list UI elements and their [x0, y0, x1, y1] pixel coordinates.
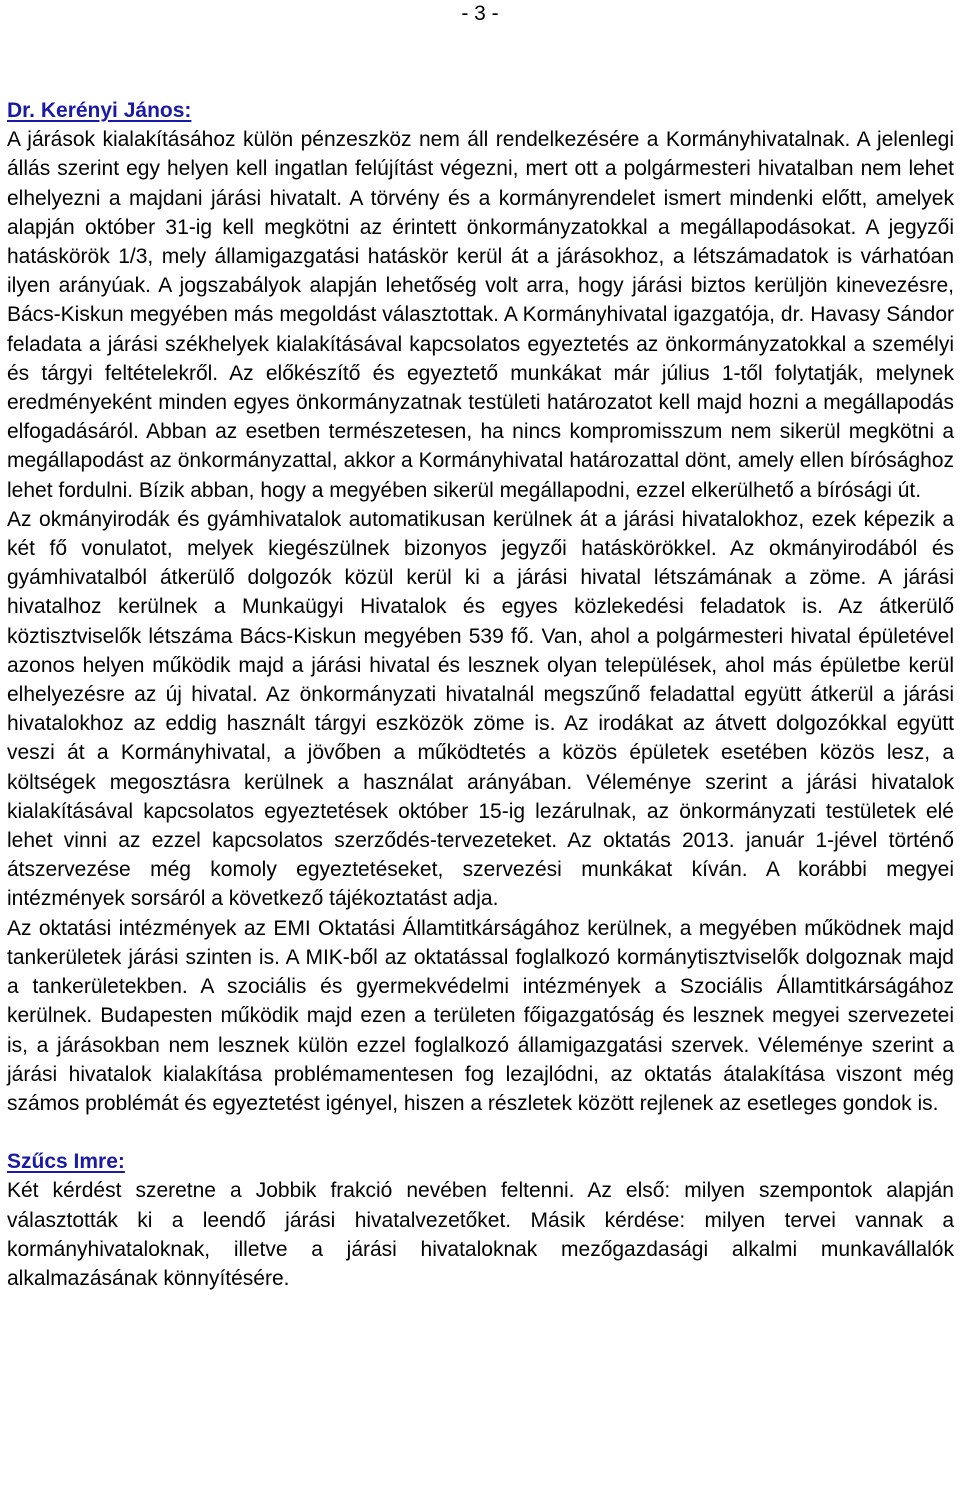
paragraph: Két kérdést szeretne a Jobbik frakció nevében feltenni. Az első: milyen szempontok alapján választották ki a leendő járási hivatalvezetőket. Másik kérdése: milyen tervei vannak a kormányhivataloknak, illetve a járási hivataloknak mezőgazdasági alkalmi munkavállalók alkalmazásának könnyítésére. [7, 1179, 954, 1290]
speaker-name: Szűcs Imre: [7, 1150, 125, 1174]
section-spacer [7, 1118, 954, 1147]
speaker-section-kerenyi [7, 96, 954, 1118]
paragraph: Az okmányirodák és gyámhivatalok automatikusan kerülnek át a járási hivatalokhoz, ezek képezik a két fő vonulatot, melyek kiegészülnek bizonyos jegyzői hatáskörökkel. Az okmányirodából és gyámhivatalból átkerülő dolgozók közül kerül ki a járási hivatal létszámának a zöme. A járási hivatalhoz kerülnek a Munkaügyi Hivatalok és egyes közlekedési feladatok is. Az átkerülő köztisztviselők létszáma Bács-Kiskun megyében 539 fő. Van, ahol a polgármesteri hivatal épületével azonos helyen működik majd a járási hivatal és lesznek olyan települések, ahol más épületbe kerül elhelyezésre az új hivatal. Az önkormányzati hivatalnál megszűnő feladattal együtt átkerül a járási hivatalokhoz az eddig használt tárgyi eszközök zöme is. Az irodákat az átvett dolgozókkal együtt veszi át a Kormányhivatal, a jövőben a működtetés a közös épületek esetében közös lesz, a költségek megosztásra kerülnek a használat arányában. Véleménye szerint a járási hivatalok kialakításával kapcsolatos egyeztetések október 15-ig lezárulnak, az önkormányzati testületek elé lehet vinni az ezzel kapcsolatos szerződés-tervezeteket. Az oktatás 2013. január 1-jével történő átszervezése még komoly egyeztetéseket, szervezési munkákat kíván. A korábbi megyei intézmények sorsáról a következő tájékoztatást adja. [7, 507, 954, 911]
page-number: - 3 - [461, 2, 499, 25]
document-body [7, 96, 954, 1293]
paragraph: A járások kialakításához külön pénzeszköz nem áll rendelkezésére a Kormányhivatalnak. A jelenlegi állás szerint egy helyen kell ingatlan felújítást végezni, mert ott a polgármesteri hivatalban nem lehet elhelyezni a majdani járási hivatalt. A törvény és a kormányrendelet ismert mindenki előtt, amelyek alapján október 31-ig kell megkötni az érintett önkormányzatokkal a megállapodásokat. A jegyzői hatáskörök 1/3, mely államigazgatási hatáskör kerül át a járásokhoz, a létszámadatok is várhatóan ilyen arányúak. A jogszabályok alapján lehetőség volt arra, hogy járási biztos kerüljön kinevezésre, Bács-Kiskun megyében más megoldást választottak. A Kormányhivatal igazgatója, dr. Havasy Sándor feladata a járási székhelyek kialakításával kapcsolatos egyeztetés az önkormányzatokkal a személyi és tárgyi feltételekről. Az előkészítő és egyeztető munkákat már július 1-től folytatják, melynek eredményeként minden egyes önkormányzatnak testületi határozatot kell majd hozni a megállapodás elfogadásáról. Abban az esetben természetesen, ha nincs kompromisszum nem sikerül megkötni a megállapodást az önkormányzattal, akkor a Kormányhivatal határozattal dönt, amely ellen bírósághoz lehet fordulni. Bízik abban, hogy a megyében sikerül megállapodni, ezzel elkerülhető a bírósági út. [7, 128, 954, 502]
speaker-section-szucs [7, 1147, 954, 1293]
paragraph: Az oktatási intézmények az EMI Oktatási Államtitkárságához kerülnek, a megyében működnek majd tankerületek járási szinten is. A MIK-ből az oktatással foglalkozó kormánytisztviselők dolgoznak majd a tankerületekben. A szociális és gyermekvédelmi intézmények a Szociális Államtitkárságához kerülnek. Budapesten működik majd ezen a területen főigazgatóság és lesznek megyei szervezetei is, a járásokban nem lesznek külön ezzel foglalkozó államigazgatási szervek. Véleménye szerint a járási hivatalok kialakítása problémamentesen fog lezajlódni, az oktatás átalakítása viszont még számos problémát és egyeztetést igényel, hiszen a részletek között rejlenek az esetleges gondok is. [7, 916, 954, 1115]
speaker-name: Dr. Kerényi János: [7, 99, 192, 122]
